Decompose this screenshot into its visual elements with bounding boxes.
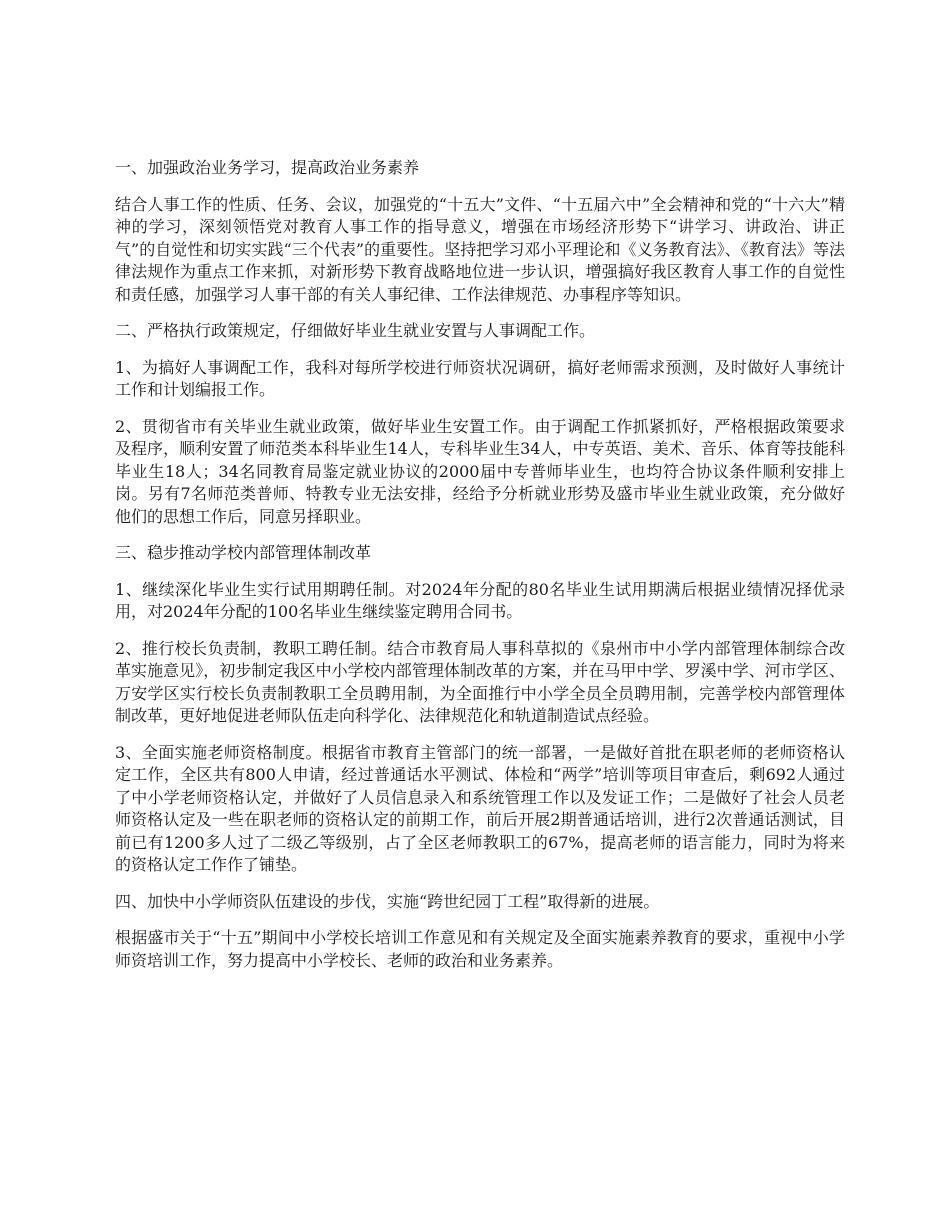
- paragraph-principal-responsibility: 2、推行校长负责制，教职工聘任制。结合市教育局人事科草拟的《泉州市中小学内部管理体制综合改革实施意见》，初步制定我区中小学校内部管理体制改革的方案，并在马甲中学、罗溪中学、河市学区、万安学区实行校长负责制教职工全员聘用制，为全面推行中小学全员全员聘用制，完善学校内部管理体制改革，更好地促进老师队伍走向科学化、法律规范化和轨道制造试点经验。: [115, 638, 845, 725]
- paragraph-personnel-allocation: 1、为搞好人事调配工作，我科对每所学校进行师资状况调研，搞好老师需求预测，及时做好人事统计工作和计划编报工作。: [115, 357, 845, 399]
- paragraph-political-study: 结合人事工作的性质、任务、会议，加强党的“十五大”文件、“十五届六中”全会精神和党的“十六大”精神的学习，深刻领悟党对教育人事工作的指导意义，增强在市场经济形势下“讲学习、讲政治、讲正气”的自觉性和切实实践“三个代表”的重要性。坚持把学习邓小平理论和《义务教育法》、《教育法》等法律法规作为重点工作来抓，对新形势下教育战略地位进一步认识，增强搞好我区教育人事工作的自觉性和责任感，加强学习人事干部的有关人事纪律、工作法律规范、办事程序等知识。: [115, 194, 845, 304]
- section-heading-1: 一、加强政治业务学习，提高政治业务素养: [115, 158, 420, 177]
- paragraph-teacher-training: 根据盛市关于“十五”期间中小学校长培训工作意见和有关规定及全面实施素养教育的要求，重视中小学师资培训工作，努力提高中小学校长、老师的政治和业务素养。: [115, 928, 845, 970]
- section-heading-2: 二、严格执行政策规定，仔细做好毕业生就业安置与人事调配工作。: [115, 321, 596, 340]
- paragraph-teacher-qualification: 3、全面实施老师资格制度。根据省市教育主管部门的统一部署，一是做好首批在职老师的老师资格认定工作，全区共有800人申请，经过普通话水平测试、体检和“两学”培训等项目审查后，剩692人通过了中小学老师资格认定，并做好了人员信息录入和系统管理工作以及发证工作；二是做好了社会人员老师资格认定及一些在职老师的资格认定的前期工作，前后开展2期普通话培训，进行2次普通话测试，目前已有1200多人过了二级乙等级别，占了全区老师教职工的67%，提高老师的语言能力，同时为将来的资格认定工作作了铺垫。: [115, 742, 845, 874]
- document-body: [115, 157, 845, 986]
- section-heading-4: 四、加快中小学师资队伍建设的步伐，实施“跨世纪园丁工程”取得新的进展。: [115, 891, 660, 911]
- paragraph-graduate-placement: 2、贯彻省市有关毕业生就业政策，做好毕业生安置工作。由于调配工作抓紧抓好，严格根据政策要求及程序，顺利安置了师范类本科毕业生14人，专科毕业生34人，中专英语、美术、音乐、体育等技能科毕业生18人；34名同教育局鉴定就业协议的2000届中专普师毕业生，也均符合协议条件顺利安排上岗。另有7名师范类普师、特教专业无法安排，经给予分析就业形势及盛市毕业生就业政策，充分做好他们的思想工作后，同意另择职业。: [115, 416, 845, 526]
- paragraph-probation-system: 1、继续深化毕业生实行试用期聘任制。对2024年分配的80名毕业生试用期满后根据业绩情况择优录用，对2024年分配的100名毕业生继续鉴定聘用合同书。: [115, 579, 845, 621]
- section-heading-3: 三、稳步推动学校内部管理体制改革: [115, 543, 372, 562]
